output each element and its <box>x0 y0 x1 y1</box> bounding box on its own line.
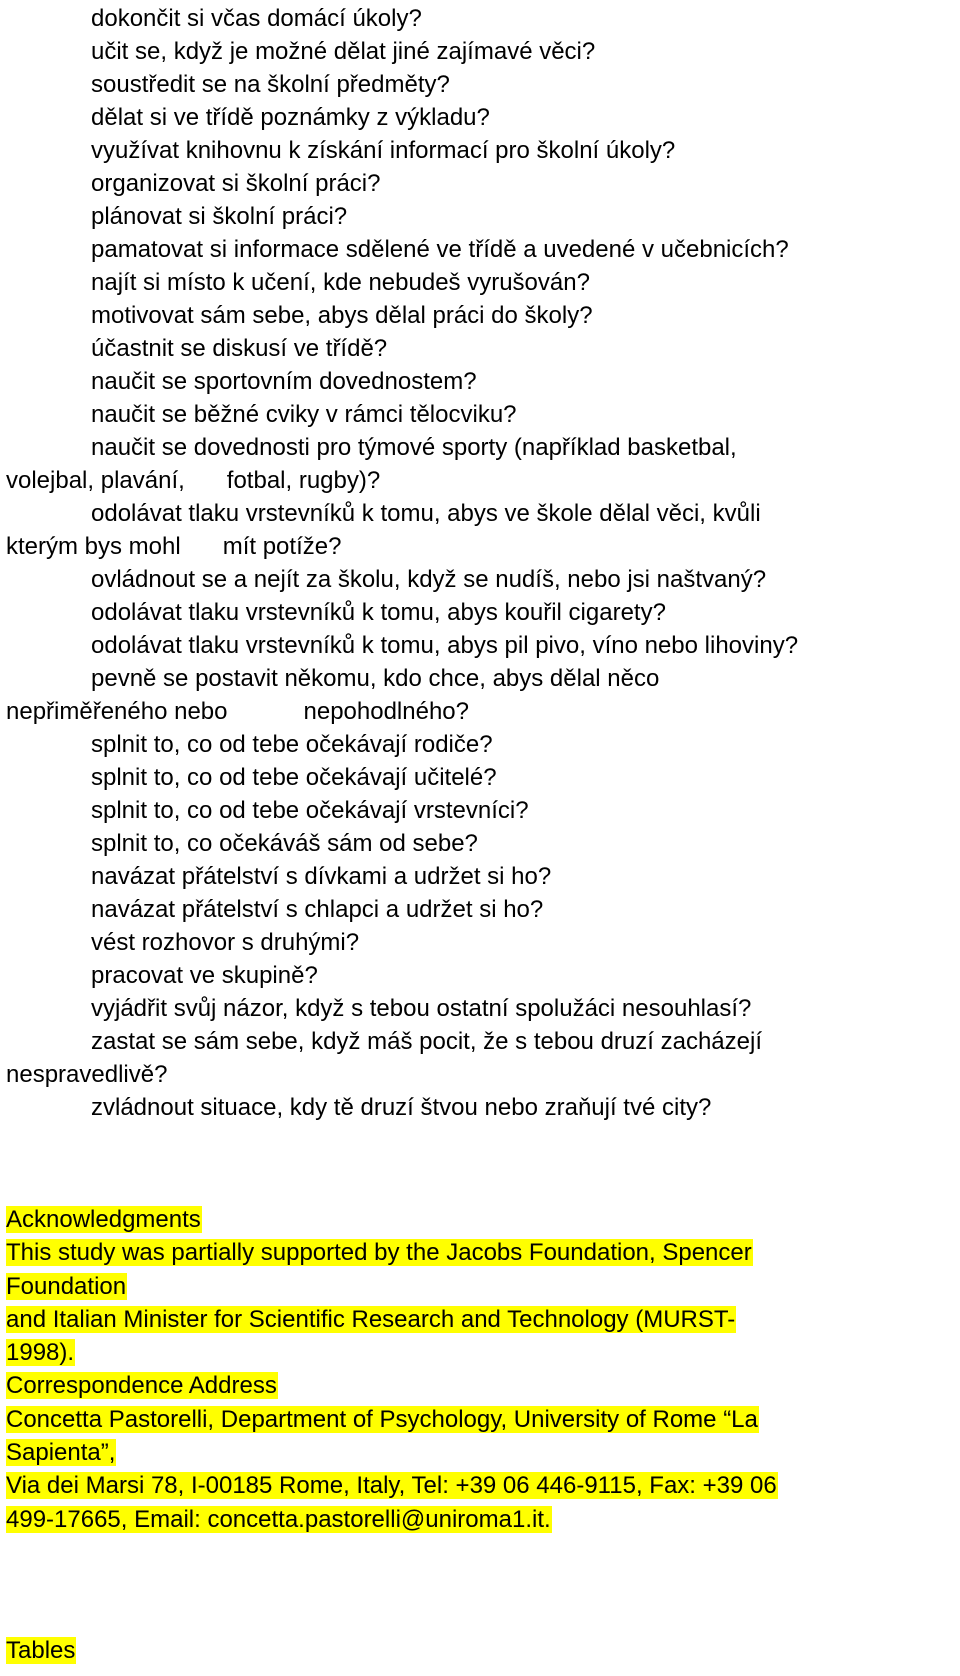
question-item: pevně se postavit někomu, kdo chce, abys dělal něco <box>91 665 660 692</box>
question-item: učit se, když je možné dělat jiné zajímavé věci? <box>91 38 596 65</box>
question-item: využívat knihovnu k získání informací pro školní úkoly? <box>91 137 676 164</box>
question-item: vést rozhovor s druhými? <box>91 929 360 956</box>
question-item: naučit se sportovním dovednostem? <box>91 368 477 395</box>
question-item: dělat si ve třídě poznámky z výkladu? <box>91 104 490 131</box>
question-item: pracovat ve skupině? <box>91 962 318 989</box>
acknowledgments-text: 1998). <box>6 1339 75 1367</box>
question-list <box>0 2 960 1124</box>
question-item: účastnit se diskusí ve třídě? <box>91 335 388 362</box>
correspondence-heading: Correspondence Address <box>6 1372 277 1400</box>
acknowledgments-text: and Italian Minister for Scientific Research and Technology (MURST- <box>6 1305 736 1333</box>
question-item: vyjádřit svůj názor, když s tebou ostatní spolužáci nesouhlasí? <box>91 995 752 1022</box>
question-item: navázat přátelství s dívkami a udržet si ho? <box>91 863 552 890</box>
question-item: splnit to, co očekáváš sám od sebe? <box>91 830 478 857</box>
question-item: splnit to, co od tebe očekávají vrstevníci? <box>91 797 529 824</box>
question-item: odolávat tlaku vrstevníků k tomu, abys pil pivo, víno nebo lihoviny? <box>91 632 799 659</box>
acknowledgments-text: This study was partially supported by the Jacobs Foundation, Spencer <box>6 1239 752 1267</box>
tables-section <box>6 1634 76 1667</box>
question-item: najít si místo k učení, kde nebudeš vyrušován? <box>91 269 590 296</box>
question-fragment: fotbal, rugby)? <box>226 467 381 494</box>
correspondence-text: 499-17665, Email: concetta.pastorelli@uniroma1.it. <box>6 1505 551 1533</box>
question-item: navázat přátelství s chlapci a udržet si ho? <box>91 896 544 923</box>
question-item: pamatovat si informace sdělené ve třídě a uvedené v učebnicích? <box>91 236 789 263</box>
correspondence-text: Via dei Marsi 78, I-00185 Rome, Italy, Tel: +39 06 446-9115, Fax: +39 06 <box>6 1472 777 1500</box>
question-fragment: nepřiměřeného nebo <box>6 698 228 725</box>
question-fragment: volejbal, plavání, <box>6 467 185 494</box>
acknowledgments-section <box>6 1203 946 1536</box>
question-continuation <box>0 695 960 728</box>
question-item: zvládnout situace, kdy tě druzí štvou nebo zraňují tvé city? <box>91 1094 712 1121</box>
question-continuation: nespravedlivě? <box>6 1061 168 1088</box>
question-item: odolávat tlaku vrstevníků k tomu, abys ve škole dělal věci, kvůli <box>91 500 761 527</box>
question-item: naučit se běžné cviky v rámci tělocviku? <box>91 401 517 428</box>
acknowledgments-heading: Acknowledgments <box>6 1206 201 1233</box>
question-item: naučit se dovednosti pro týmové sporty (například basketbal, <box>91 434 737 461</box>
question-fragment: mít potíže? <box>222 533 342 560</box>
question-fragment: kterým bys mohl <box>6 533 181 560</box>
question-item: dokončit si včas domácí úkoly? <box>91 5 422 32</box>
correspondence-text: Sapienta”, <box>6 1439 116 1467</box>
question-item: plánovat si školní práci? <box>91 203 348 230</box>
correspondence-text: Concetta Pastorelli, Department of Psychology, University of Rome “La <box>6 1405 758 1433</box>
acknowledgments-text: Foundation <box>6 1272 127 1300</box>
question-item: splnit to, co od tebe očekávají učitelé? <box>91 764 497 791</box>
question-item: ovládnout se a nejít za školu, když se nudíš, nebo jsi naštvaný? <box>91 566 767 593</box>
tables-heading: Tables <box>6 1637 76 1664</box>
question-continuation <box>0 464 960 497</box>
question-fragment: nepohodlného? <box>303 698 470 725</box>
question-item: organizovat si školní práci? <box>91 170 381 197</box>
question-item: motivovat sám sebe, abys dělal práci do školy? <box>91 302 593 329</box>
question-continuation <box>0 530 960 563</box>
question-item: soustředit se na školní předměty? <box>91 71 450 98</box>
question-item: splnit to, co od tebe očekávají rodiče? <box>91 731 493 758</box>
question-item: zastat se sám sebe, když máš pocit, že s tebou druzí zacházejí <box>91 1028 762 1055</box>
question-item: odolávat tlaku vrstevníků k tomu, abys kouřil cigarety? <box>91 599 666 626</box>
